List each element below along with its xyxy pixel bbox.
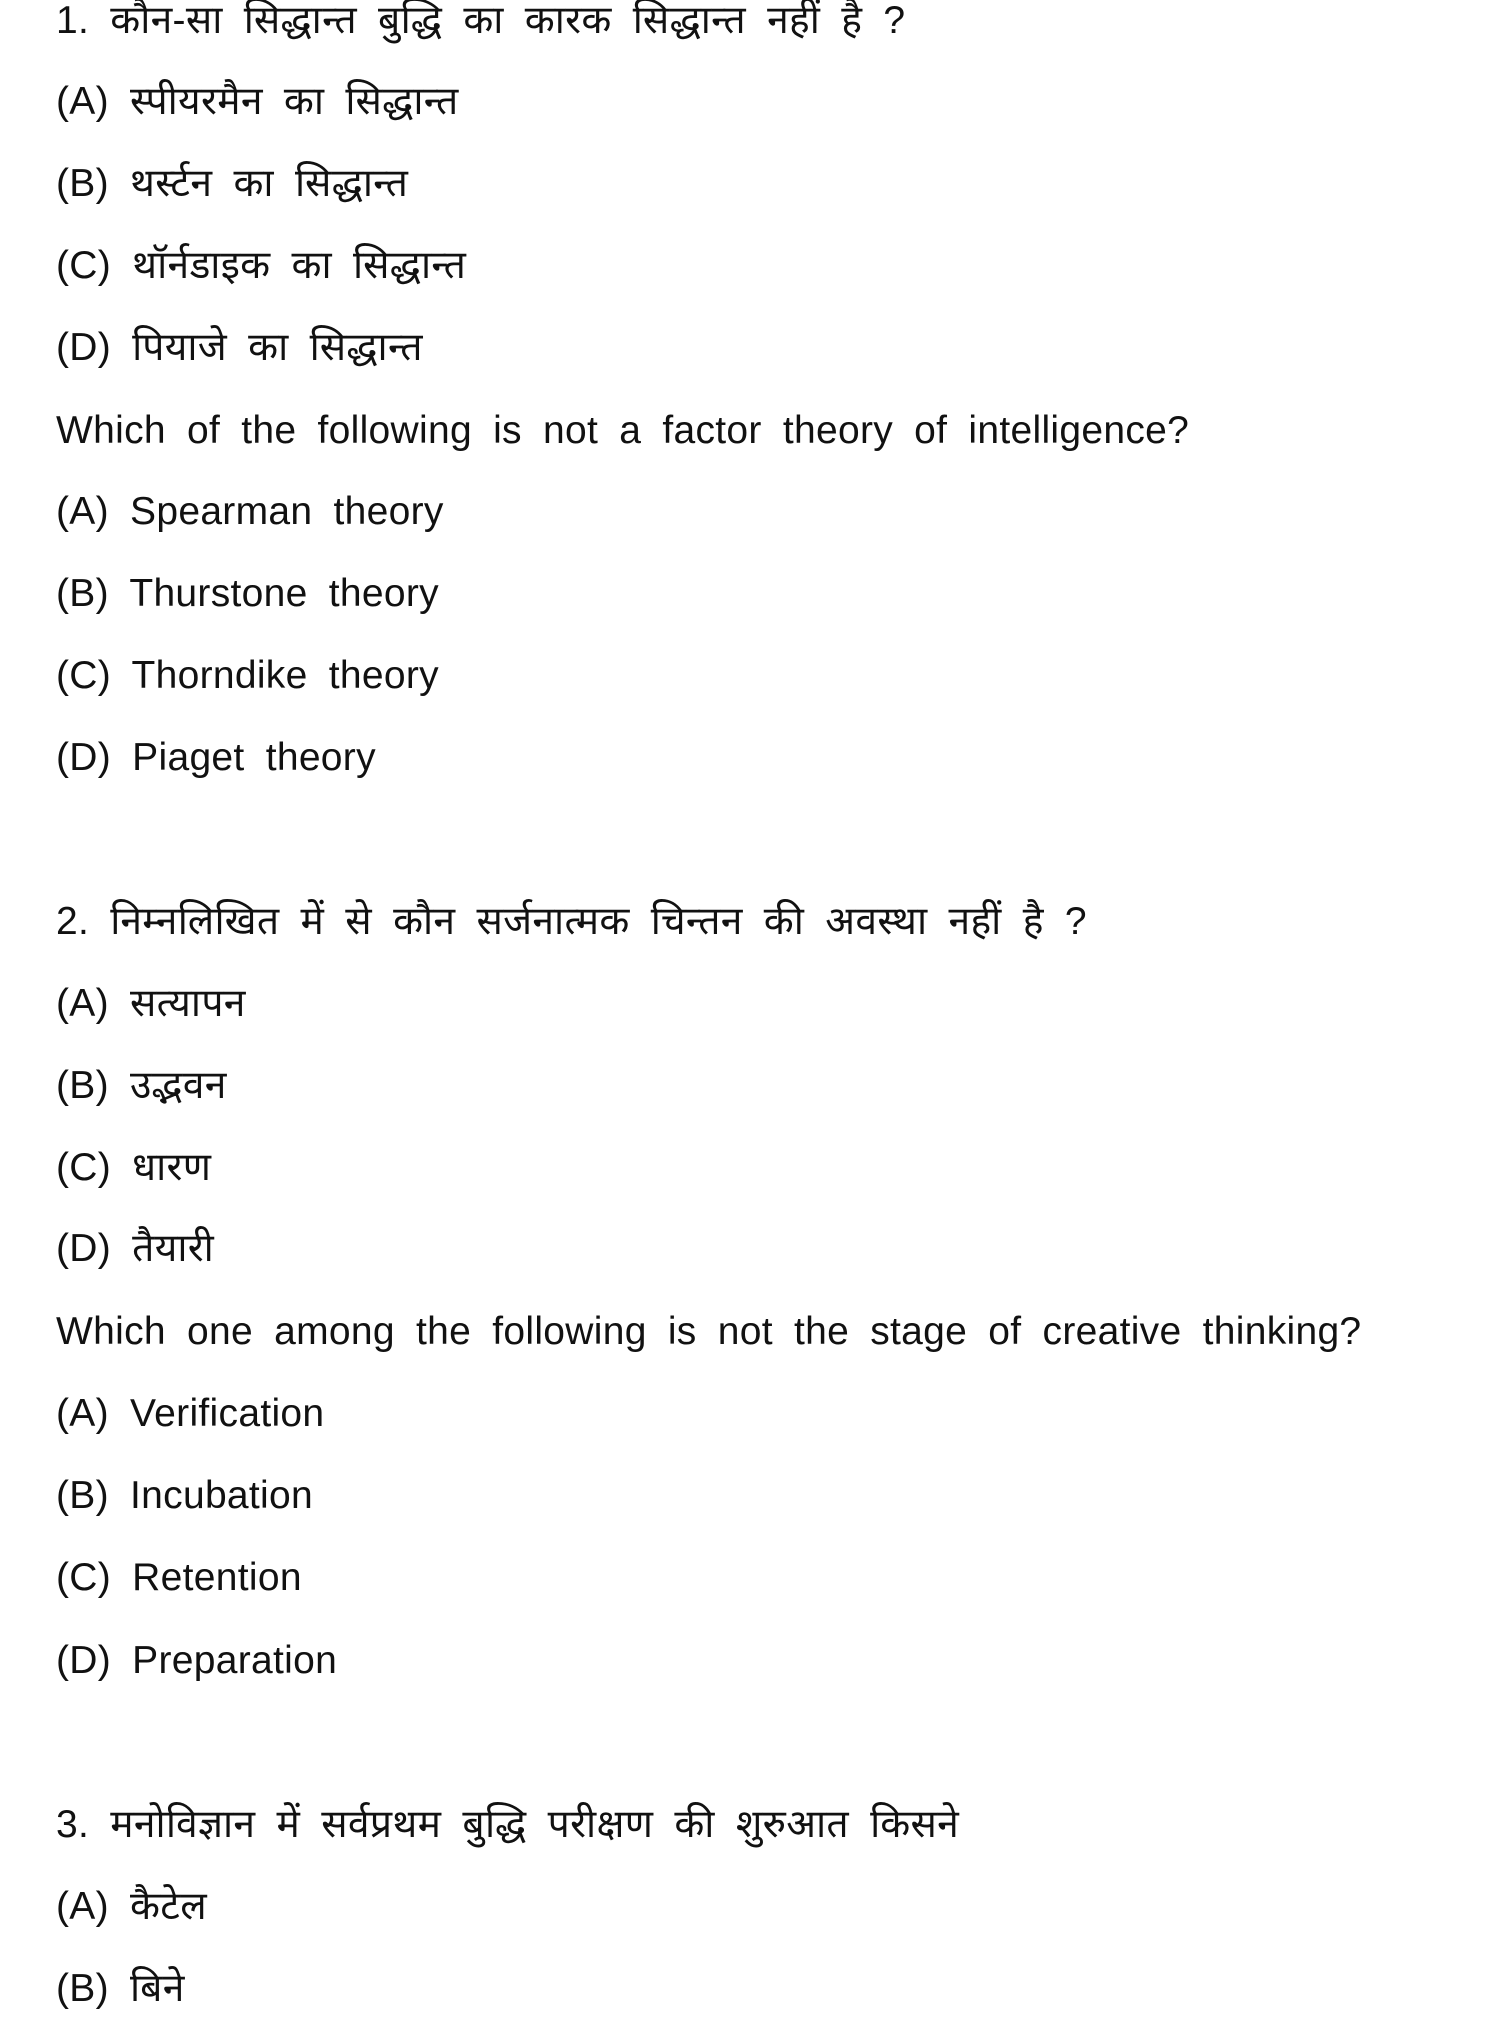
q1-hindi-question: 1. कौन-सा सिद्धान्त बुद्धि का कारक सिद्धान्त नहीं है ?: [56, 0, 906, 42]
q3-hindi-question: 3. मनोविज्ञान में सर्वप्रथम बुद्धि परीक्षण की शुरुआत किसने: [56, 1803, 960, 1846]
q2-english-question: Which one among the following is not the stage of creative thinking?: [56, 1310, 1362, 1353]
q2-english-option-a: (A) Verification: [56, 1392, 325, 1435]
q1-hindi-option-c: (C) थॉर्नडाइक का सिद्धान्त: [56, 244, 467, 287]
q2-hindi-option-d: (D) तैयारी: [56, 1227, 215, 1270]
q1-hindi-option-b: (B) थर्स्टन का सिद्धान्त: [56, 162, 409, 205]
q3-hindi-option-a: (A) कैटेल: [56, 1885, 207, 1928]
q1-english-option-c: (C) Thorndike theory: [56, 654, 439, 697]
q1-english-option-a: (A) Spearman theory: [56, 490, 444, 533]
q3-hindi-option-b: (B) बिने: [56, 1967, 185, 2010]
q1-english-option-b: (B) Thurstone theory: [56, 572, 439, 615]
q2-hindi-option-b: (B) उद्भवन: [56, 1064, 227, 1107]
q2-hindi-option-c: (C) धारण: [56, 1146, 212, 1189]
q1-english-option-d: (D) Piaget theory: [56, 736, 376, 779]
q1-hindi-option-d: (D) पियाजे का सिद्धान्त: [56, 326, 423, 369]
q2-english-option-b: (B) Incubation: [56, 1474, 313, 1517]
q1-hindi-option-a: (A) स्पीयरमैन का सिद्धान्त: [56, 80, 459, 123]
q2-hindi-question: 2. निम्नलिखित में से कौन सर्जनात्मक चिन्तन की अवस्था नहीं है ?: [56, 900, 1087, 943]
q2-english-option-c: (C) Retention: [56, 1556, 302, 1599]
q2-hindi-option-a: (A) सत्यापन: [56, 982, 246, 1025]
q1-english-question: Which of the following is not a factor theory of intelligence?: [56, 409, 1190, 452]
q2-english-option-d: (D) Preparation: [56, 1639, 338, 1682]
